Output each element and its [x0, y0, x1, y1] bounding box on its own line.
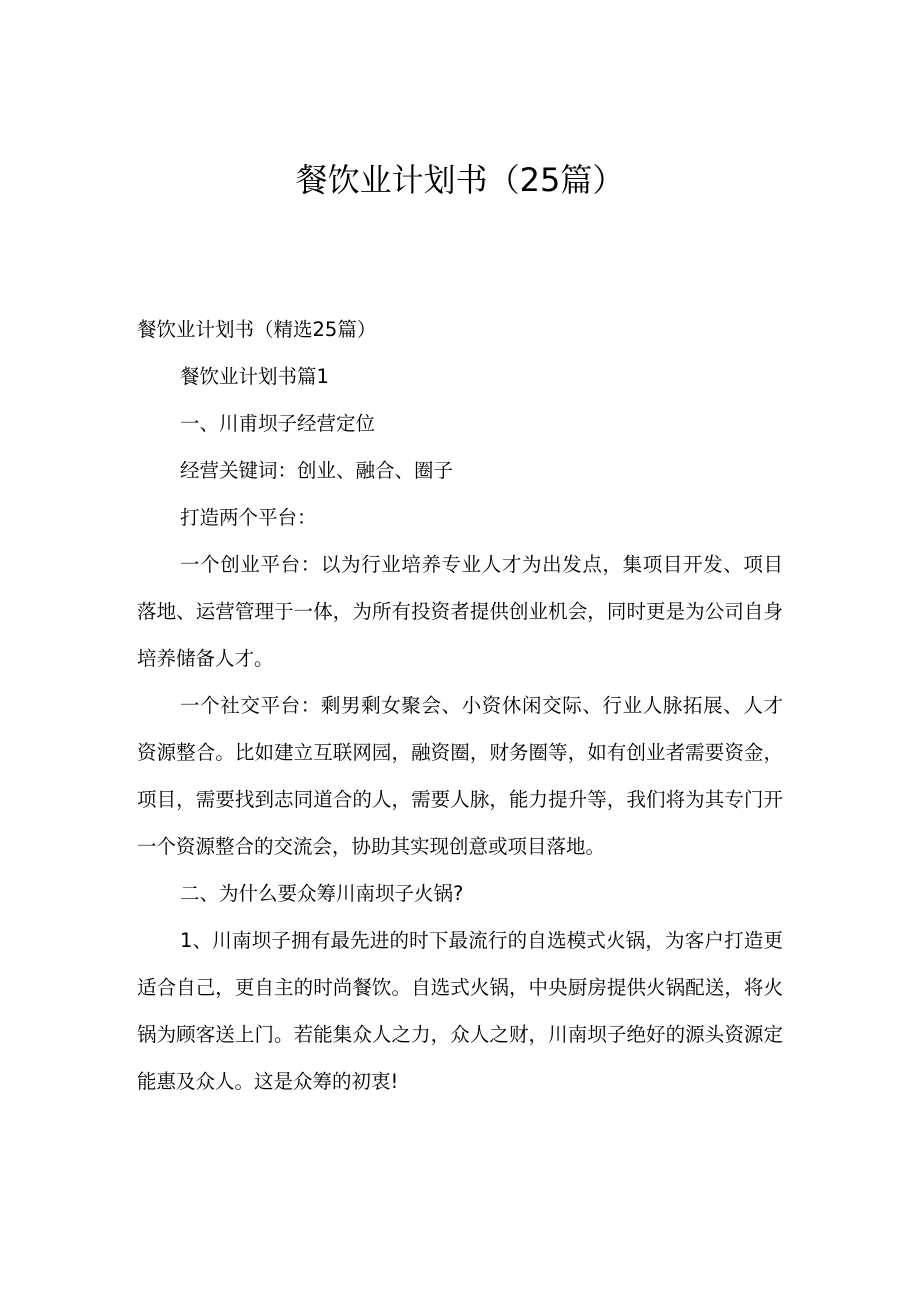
paragraph-keywords: 经营关键词：创业、融合、圈子 — [180, 459, 454, 482]
document-title: 餐饮业计划书（25篇） — [295, 161, 625, 199]
paragraph-crowdfunding-heading: 二、为什么要众筹川南坝子火锅? — [180, 882, 464, 905]
paragraph-startup-platform: 一个创业平台：以为行业培养专业人才为出发点，集项目开发、项目落地、运营管理于一体，为所有投资者提供创业机会，同时更是为公司自身培养储备人才。 — [137, 553, 783, 670]
paragraph-two-platforms: 打造两个平台： — [180, 506, 317, 529]
paragraph-crowdfunding-reason-1: 1、川南坝子拥有最先进的时下最流行的自选模式火锅，为客户打造更适合自己，更自主的时尚餐饮。自选式火锅，中央厨房提供火锅配送，将火锅为顾客送上门。若能集众人之力，众人之财，川南坝子绝好的源头资源定能惠及众人。这是众筹的初衷! — [137, 929, 783, 1093]
paragraph-positioning-heading: 一、川甫坝子经营定位 — [180, 412, 376, 435]
document-subtitle: 餐饮业计划书（精选25篇） — [137, 318, 377, 341]
document-body — [137, 306, 783, 1105]
paragraph-social-platform: 一个社交平台：剩男剩女聚会、小资休闲交际、行业人脉拓展、人才资源整合。比如建立互联网园，融资圈，财务圈等，如有创业者需要资金，项目，需要找到志同道合的人，需要人脉，能力提升等，我们将为其专门开一个资源整合的交流会，协助其实现创意或项目落地。 — [137, 694, 783, 858]
section-heading: 餐饮业计划书篇1 — [180, 365, 329, 388]
